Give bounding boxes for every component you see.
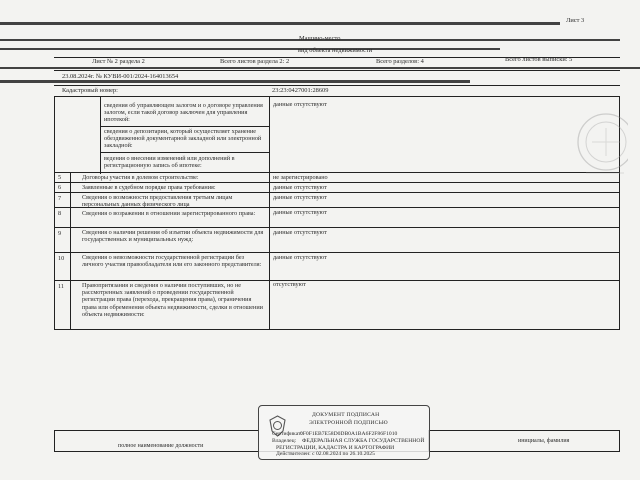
stamp-line-2: ЭЛЕКТРОННОЙ ПОДПИСЬЮ bbox=[309, 420, 388, 426]
table-border bbox=[619, 430, 620, 451]
faded-seal-image bbox=[566, 98, 628, 190]
row-number: 6 bbox=[58, 184, 62, 191]
table-rule bbox=[54, 227, 620, 228]
row-value: данные отсутствуют bbox=[273, 194, 327, 201]
row-value: отсутствуют bbox=[273, 281, 306, 288]
table-border bbox=[54, 430, 55, 451]
owner-value: ФЕДЕРАЛЬНАЯ СЛУЖБА ГОСУДАРСТВЕННОЙ bbox=[302, 438, 425, 444]
row-label: Сведения о возражении в отношении зарегистрированного права: bbox=[82, 210, 256, 217]
scan-streak bbox=[0, 80, 470, 83]
table-rule bbox=[428, 430, 620, 431]
row-value: данные отсутствуют bbox=[273, 229, 327, 236]
row-number: 5 bbox=[58, 174, 62, 181]
table-rule bbox=[100, 126, 269, 127]
table-rule bbox=[54, 85, 620, 86]
row-label: Правопритязания и сведения о наличии поступивших, но не рассмотренных заявлений о проведении государственной регистрации права (перехода, прекращения права), ограничения права или обременения объекта недвижимости, сделки в отношении объекта недвижимости: bbox=[82, 282, 263, 318]
table-rule bbox=[54, 192, 620, 193]
cadastral-label: Кадастровый номер: bbox=[62, 87, 118, 94]
table-rule bbox=[54, 96, 620, 97]
row-number: 8 bbox=[58, 210, 62, 217]
table-rule bbox=[54, 70, 620, 71]
row-value: данные отсутствуют bbox=[273, 254, 327, 261]
electronic-signature-stamp bbox=[258, 405, 430, 460]
owner-value-2: РЕГИСТРАЦИИ, КАДАСТРА И КАРТОГРАФИИ bbox=[276, 445, 395, 451]
object-type-title: Машино-место bbox=[299, 35, 341, 42]
scan-streak bbox=[0, 48, 500, 50]
table-border bbox=[100, 96, 101, 174]
table-rule bbox=[54, 182, 620, 183]
date-number: 23.08.2024г. № КУВИ-001/2024-164013654 bbox=[62, 73, 179, 80]
section-sheet-number: Лист № 2 раздела 2 bbox=[92, 58, 145, 65]
object-type-subtitle: вид объекта недвижимости bbox=[298, 47, 373, 54]
table-rule bbox=[54, 172, 620, 173]
row-number: 7 bbox=[58, 195, 62, 202]
certificate-value: 0F0F1EB7E58D0DB0A1BA6F2F86F1010 bbox=[300, 431, 398, 437]
validity-label: Действителен: с 02.08.2024 по 26.10.2025 bbox=[276, 451, 375, 457]
scan-streak bbox=[0, 67, 640, 69]
name-label: инициалы, фамилия bbox=[518, 438, 570, 444]
row-number: 11 bbox=[58, 283, 64, 290]
table-rule bbox=[54, 430, 258, 431]
table-rule bbox=[100, 152, 269, 153]
row-label: Заявленные в судебном порядке права требования: bbox=[82, 184, 216, 191]
section-total-sheets: Всего листов раздела 2: 2 bbox=[220, 58, 290, 65]
row-value: данные отсутствуют bbox=[273, 184, 327, 191]
row-label: Сведения о наличии решения об изъятии объекта недвижимости для государственных и муниципальных нужд: bbox=[82, 229, 264, 244]
row-number: 9 bbox=[58, 230, 62, 237]
table-rule bbox=[54, 329, 620, 330]
row-label: Договоры участия в долевом строительстве: bbox=[82, 174, 199, 181]
row-value: данные отсутствуют bbox=[273, 209, 327, 216]
row-label: сведения об управляющем залогом и о договоре управления залогом, если такой договор заключен для управления ипотекой: bbox=[104, 102, 263, 124]
row-value: данные отсутствуют bbox=[273, 101, 327, 108]
total-extract-sheets: Всего листов выписки: 5 bbox=[505, 56, 573, 63]
table-rule bbox=[54, 252, 620, 253]
position-label: полное наименование должности bbox=[118, 443, 204, 449]
row-label: ведения о внесении изменений или дополнений в регистрационную запись об ипотеке: bbox=[104, 155, 235, 170]
row-value: не зарегистрировано bbox=[273, 174, 328, 181]
scan-streak bbox=[0, 22, 560, 25]
table-border bbox=[70, 172, 71, 330]
owner-label: Владелец: bbox=[272, 438, 297, 444]
certificate-label: Сертификат: bbox=[272, 431, 303, 437]
table-border bbox=[54, 96, 55, 330]
row-label: Сведения о невозможности государственной регистрации без личного участия правообладателя или его законного представителя: bbox=[82, 254, 262, 269]
stamp-line-1: ДОКУМЕНТ ПОДПИСАН bbox=[312, 412, 380, 418]
table-border bbox=[269, 96, 270, 330]
row-label: сведения о депозитарии, который осуществляет хранение обездвиженной документарной закладной или электронной закладной: bbox=[104, 128, 262, 150]
total-sections: Всего разделов: 4 bbox=[376, 58, 424, 65]
row-number: 10 bbox=[58, 255, 65, 262]
cadastral-value: 23:23:0427001:28609 bbox=[272, 87, 329, 94]
row-label: Сведения о возможности предоставления третьим лицам персональных данных физического лица bbox=[82, 194, 233, 209]
table-rule bbox=[54, 280, 620, 281]
sheet-label: Лист 3 bbox=[566, 17, 585, 24]
